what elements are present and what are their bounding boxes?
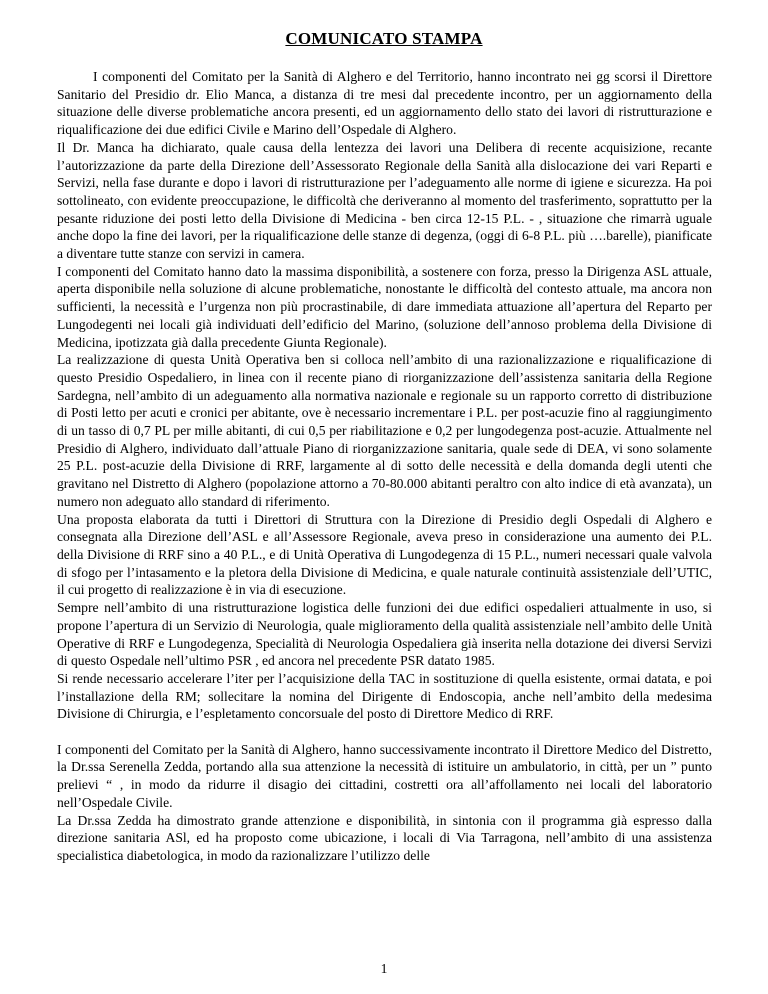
paragraph: Il Dr. Manca ha dichiarato, quale causa della lentezza dei lavori una Delibera di recente acquisizione, recante l’autorizzazione da parte della Direzione dell’Assessorato Regionale della Sanità alla dislocazione dei vari Reparti e Servizi, nella fase durante e dopo i lavori di ristrutturazione per l’adeguamento alle norme di igiene e sicurezza. Ha poi sottolineato, con evidente preoccupazione, le difficoltà che deriveranno al momento del trasferimento, soprattutto per la pesante riduzione dei posti letto della Divisione di Medicina - ben circa 12-15 P.L. - , situazione che rimarrà uguale anche dopo la fine dei lavori, per la riqualificazione delle stanze di degenza, (oggi di 6-8 P.L. più ….barelle), pianificate a diventare tutte stanze con servizi in camera. bbox=[57, 139, 712, 262]
page-number: 1 bbox=[380, 961, 388, 976]
paragraph: I componenti del Comitato per la Sanità di Alghero, hanno successivamente incontrato il Direttore Medico del Distretto, la Dr.ssa Serenella Zedda, portando alla sua attenzione la necessità di istituire un ambulatorio, in città, per un ” punto prelievi “ , in modo da ridurre il disagio dei cittadini, costretti ora all’affollamento nei locali del laboratorio nell’Ospedale Civile. bbox=[57, 741, 712, 810]
paragraph: Sempre nell’ambito di una ristrutturazione logistica delle funzioni dei due edifici ospedalieri attualmente in uso, si propone l’apertura di un Servizio di Neurologia, quale miglioramento della qualità assistenziale nell’ambito delle Unità Operative di RRF e Lungodegenza, Specialità di Neurologia Ospedaliera già inserita nella dotazione dei diversi Servizi di questo Ospedale nell’ultimo PSR , ed ancora nel precedente PSR datato 1985. bbox=[57, 600, 712, 669]
paragraph: La realizzazione di questa Unità Operativa ben si colloca nell’ambito di una razionalizzazione e riqualificazione di questo Presidio Ospedaliero, in linea con il recente piano di riorganizzazione dell’assistenza sanitaria della Regione Sardegna, nell’ambito di un adeguamento alla normativa nazionale e regionale su un rapporto corretto di distribuzione di Posti letto per acuti e cronici per abitante, ove è necessario incrementare i P.L. per post-acuzie fino al raggiungimento di un tasso di 0,7 PL per mille abitanti, di cui 0,5 per riabilitazione e 0,2 per lungodegenza post-acuzie. Attualmente nel Presidio di Alghero, individuato dall’attuale Piano di riorganizzazione sanitaria, quale sede di DEA, vi sono solamente 25 P.L. post-acuzie della Divisione di RRF, largamente al di sotto delle necessità e della domanda degli utenti che gravitano nel Distretto di Alghero (popolazione attorno a 70-80.000 abitanti peraltro con alto indice di età avanzata), un numero non adeguato allo standard di riferimento. bbox=[57, 352, 712, 509]
paragraph: La Dr.ssa Zedda ha dimostrato grande attenzione e disponibilità, in sintonia con il programma già espresso dalla direzione sanitaria ASl, ed ha proposto come ubicazione, i locali di Via Tarragona, nell’ambito di una assistenza specialistica diabetologica, in modo da razionalizzare l’utilizzo delle bbox=[57, 812, 712, 863]
paragraph: I componenti del Comitato per la Sanità di Alghero e del Territorio, hanno incontrato nei gg scorsi il Direttore Sanitario del Presidio dr. Elio Manca, a distanza di tre mesi dal precedente incontro, per un aggiornamento della situazione delle diverse problematiche ancora presenti, ed un aggiornamento dello stato dei lavori di ristrutturazione e riqualificazione dei due edifici Civile e Marino dell’Ospedale di Alghero. bbox=[57, 69, 712, 138]
paragraph: I componenti del Comitato hanno dato la massima disponibilità, a sostenere con forza, presso la Dirigenza ASL attuale, aperta disponibile nella soluzione di alcune problematiche, nonostante le difficoltà del contesto attuale, ma ancora non sufficienti, la necessità e l’urgenza non più procrastinabile, di dare immediata attuazione all’apertura del Reparto per Lungodegenti nei locali già individuati dell’edificio del Marino, (soluzione dell’annoso problema della Divisione di Medicina, ipotizzata già dalla precedente Giunta Regionale). bbox=[57, 263, 712, 350]
paragraph: Una proposta elaborata da tutti i Direttori di Struttura con la Direzione di Presidio degli Ospedali di Alghero e consegnata alla Direzione dell’ASL e all’Assessore Regionale, aveva preso in considerazione una aumento dei P.L. della Divisione di RRF sino a 40 P.L., e di Unità Operativa di Lungodegenza di 15 P.L., numeri necessari quale valvola di sfogo per l’intasamento e la pletora della Divisione di Medicina, e quale naturale continuità assistenziale dell’UTIC, il cui progetto di realizzazione è in via di esecuzione. bbox=[57, 511, 712, 598]
document-title: COMUNICATO STAMPA bbox=[285, 29, 483, 48]
paragraph: Si rende necessario accelerare l’iter per l’acquisizione della TAC in sostituzione di quella esistente, ormai datata, e poi l’installazione della RM; sollecitare la nomina del Dirigente di Endoscopia, anche nell’ambito della medesima Divisione di Chirurgia, e l’espletamento concorsuale del posto di Direttore Medico di RRF. bbox=[57, 670, 712, 722]
document-body bbox=[57, 68, 712, 865]
